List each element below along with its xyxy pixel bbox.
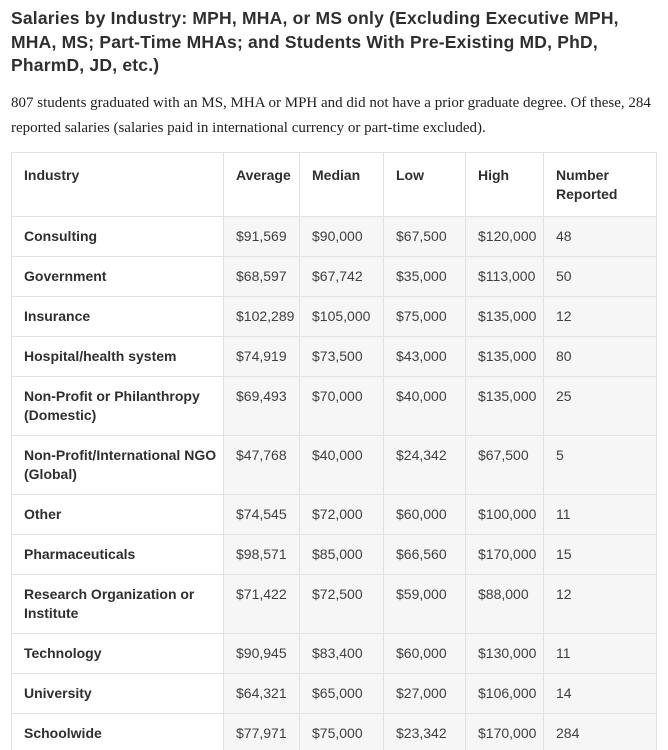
high-cell: $135,000	[466, 296, 544, 336]
number-cell: 80	[544, 336, 657, 376]
low-cell: $66,560	[384, 534, 466, 574]
low-cell: $59,000	[384, 574, 466, 633]
salary-table	[11, 152, 657, 750]
high-cell: $113,000	[466, 256, 544, 296]
average-cell: $102,289	[224, 296, 300, 336]
average-cell: $91,569	[224, 216, 300, 256]
high-cell: $170,000	[466, 534, 544, 574]
median-cell: $67,742	[300, 256, 384, 296]
number-cell: 11	[544, 633, 657, 673]
average-cell: $74,919	[224, 336, 300, 376]
low-cell: $23,342	[384, 713, 466, 750]
average-cell: $90,945	[224, 633, 300, 673]
table-row	[12, 216, 657, 256]
high-cell: $135,000	[466, 336, 544, 376]
average-cell: $98,571	[224, 534, 300, 574]
page-title: Salaries by Industry: MPH, MHA, or MS only (Excluding Executive MPH, MHA, MS; Part-Time MHAs; and Students With Pre-Existing MD, PhD, PharmD, JD, etc.)	[11, 8, 619, 75]
intro-paragraph: 807 students graduated with an MS, MHA or MPH and did not have a prior graduate degree. Of these, 284 reported salaries (salaries paid in international currency or part-time excluded).	[11, 94, 651, 136]
table-row	[12, 435, 657, 494]
high-cell: $135,000	[466, 376, 544, 435]
industry-cell: Technology	[12, 633, 224, 673]
industry-cell: Government	[12, 256, 224, 296]
industry-cell: Pharmaceuticals	[12, 534, 224, 574]
table-row	[12, 336, 657, 376]
low-cell: $60,000	[384, 494, 466, 534]
column-header-low: Low	[384, 152, 466, 216]
median-cell: $73,500	[300, 336, 384, 376]
low-cell: $24,342	[384, 435, 466, 494]
low-cell: $67,500	[384, 216, 466, 256]
table-row	[12, 296, 657, 336]
industry-cell: Non-Profit or Philanthropy (Domestic)	[12, 376, 224, 435]
average-cell: $71,422	[224, 574, 300, 633]
average-cell: $68,597	[224, 256, 300, 296]
average-cell: $47,768	[224, 435, 300, 494]
high-cell: $67,500	[466, 435, 544, 494]
low-cell: $35,000	[384, 256, 466, 296]
number-cell: 25	[544, 376, 657, 435]
high-cell: $88,000	[466, 574, 544, 633]
industry-cell: University	[12, 673, 224, 713]
number-cell: 48	[544, 216, 657, 256]
high-cell: $130,000	[466, 633, 544, 673]
high-cell: $100,000	[466, 494, 544, 534]
median-cell: $72,000	[300, 494, 384, 534]
average-cell: $69,493	[224, 376, 300, 435]
high-cell: $170,000	[466, 713, 544, 750]
number-cell: 284	[544, 713, 657, 750]
column-header-average: Average	[224, 152, 300, 216]
industry-cell: Consulting	[12, 216, 224, 256]
industry-cell: Other	[12, 494, 224, 534]
low-cell: $60,000	[384, 633, 466, 673]
number-cell: 15	[544, 534, 657, 574]
median-cell: $70,000	[300, 376, 384, 435]
industry-cell: Schoolwide	[12, 713, 224, 750]
median-cell: $75,000	[300, 713, 384, 750]
table-row	[12, 673, 657, 713]
median-cell: $90,000	[300, 216, 384, 256]
high-cell: $106,000	[466, 673, 544, 713]
column-header-number-reported: Number Reported	[544, 152, 657, 216]
industry-cell: Hospital/health system	[12, 336, 224, 376]
low-cell: $27,000	[384, 673, 466, 713]
median-cell: $85,000	[300, 534, 384, 574]
median-cell: $83,400	[300, 633, 384, 673]
table-row	[12, 713, 657, 750]
table-row	[12, 376, 657, 435]
number-cell: 12	[544, 296, 657, 336]
table-row	[12, 574, 657, 633]
low-cell: $43,000	[384, 336, 466, 376]
number-cell: 12	[544, 574, 657, 633]
table-row	[12, 633, 657, 673]
low-cell: $40,000	[384, 376, 466, 435]
table-row	[12, 256, 657, 296]
average-cell: $64,321	[224, 673, 300, 713]
number-cell: 11	[544, 494, 657, 534]
low-cell: $75,000	[384, 296, 466, 336]
column-header-high: High	[466, 152, 544, 216]
average-cell: $74,545	[224, 494, 300, 534]
average-cell: $77,971	[224, 713, 300, 750]
column-header-median: Median	[300, 152, 384, 216]
number-cell: 14	[544, 673, 657, 713]
number-cell: 50	[544, 256, 657, 296]
table-row	[12, 534, 657, 574]
median-cell: $65,000	[300, 673, 384, 713]
median-cell: $40,000	[300, 435, 384, 494]
industry-cell: Insurance	[12, 296, 224, 336]
table-header-row	[12, 152, 657, 216]
industry-cell: Research Organization or Institute	[12, 574, 224, 633]
median-cell: $105,000	[300, 296, 384, 336]
column-header-industry: Industry	[12, 152, 224, 216]
industry-cell: Non-Profit/International NGO (Global)	[12, 435, 224, 494]
table-body	[12, 216, 657, 750]
number-cell: 5	[544, 435, 657, 494]
high-cell: $120,000	[466, 216, 544, 256]
median-cell: $72,500	[300, 574, 384, 633]
table-row	[12, 494, 657, 534]
